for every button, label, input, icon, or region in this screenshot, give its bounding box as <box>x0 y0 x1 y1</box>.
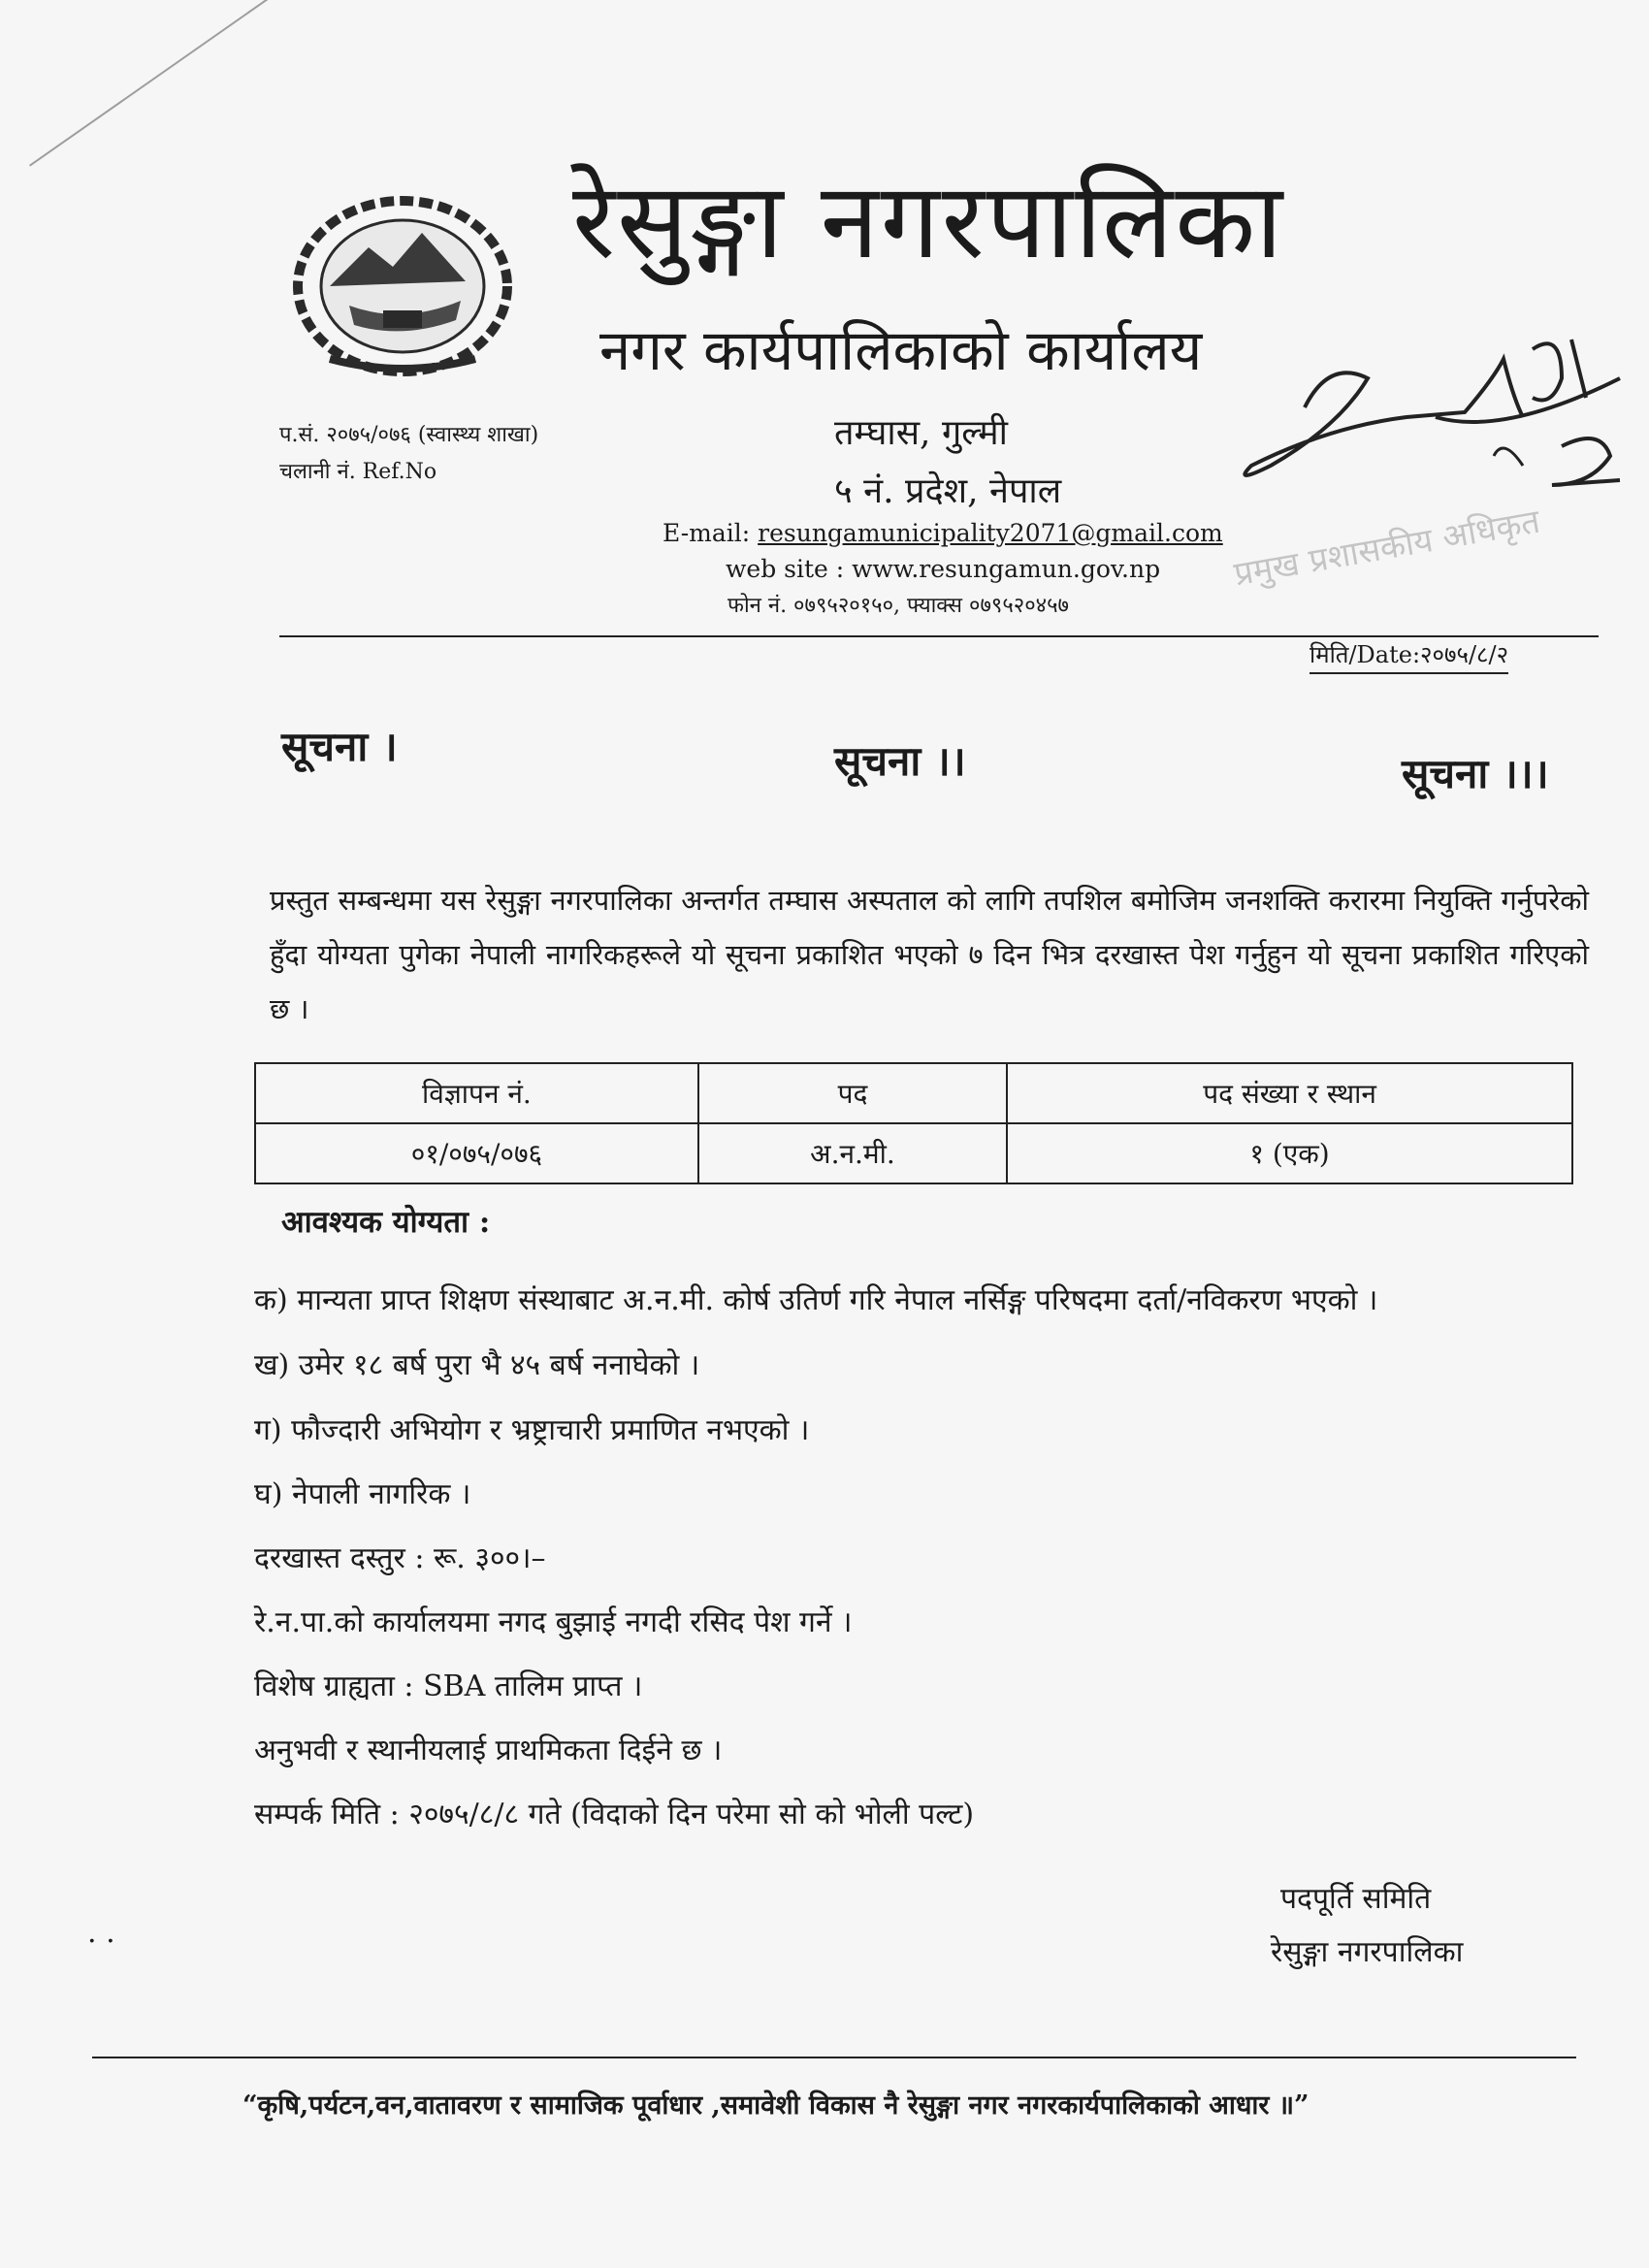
table-header-row <box>255 1063 1572 1123</box>
footer-motto: “कृषि,पर्यटन,वन,वातावरण र सामाजिक पूर्वाधार ,समावेशी विकास नै रेसुङ्गा नगर नगरकार्यपालिकाको आधार ॥” <box>242 2090 1310 2121</box>
qualification-item: ख) उमेर १८ बर्ष पुरा भै ४५ बर्ष ननाघेको । <box>254 1348 700 1382</box>
notice-heading-2: सूचना ।। <box>834 737 966 785</box>
payment-instruction: रे.न.पा.को कार्यालयमा नगद बुझाई नगदी रसिद पेश गर्ने । <box>254 1605 853 1639</box>
cell-ad-number: ०१/०७५/०७६ <box>255 1123 698 1183</box>
scan-fold-line <box>29 0 284 167</box>
office-subtitle: नगर कार्यपालिकाको कार्यालय <box>599 317 1203 383</box>
footer-divider <box>92 2057 1576 2058</box>
vacancy-table <box>254 1062 1573 1184</box>
handwritten-signature <box>1212 320 1630 534</box>
notice-heading-3: सूचना ।।। <box>1402 750 1549 797</box>
special-preference: विशेष ग्राह्यता : SBA तालिम प्राप्त । <box>254 1669 643 1703</box>
committee-name: पदपूर्ति समिति <box>1280 1882 1432 1916</box>
address-line-2: ५ नं. प्रदेश, नेपाल <box>834 471 1062 511</box>
qualifications-heading: आवश्यक योग्यता : <box>281 1205 491 1240</box>
phone-line: फोन नं. ०७९५२०१५०, फ्याक्स ०७९५२०४५७ <box>728 594 1069 618</box>
email-link[interactable]: resungamunicipality2071@gmail.com <box>758 519 1223 547</box>
issue-date: मिति/Date:२०७५/८/२ <box>1310 638 1508 674</box>
contact-date: सम्पर्क मिति : २०७५/८/८ गते (विदाको दिन परेमा सो को भोली पल्ट) <box>254 1798 975 1831</box>
table-row <box>255 1123 1572 1183</box>
committee-municipality: रेसुङ्गा नगरपालिका <box>1271 1935 1464 1969</box>
website-line[interactable]: web site : www.resungamun.gov.np <box>726 555 1161 583</box>
column-header-count-location: पद संख्या र स्थान <box>1007 1063 1572 1123</box>
email-label: E-mail: <box>663 519 751 547</box>
municipality-title: रेसुङ्गा नगरपालिका <box>572 161 1285 282</box>
cell-count-location: १ (एक) <box>1007 1123 1572 1183</box>
qualification-item: घ) नेपाली नागरिक । <box>254 1477 471 1511</box>
qualification-item: ग) फौज्दारी अभियोग र भ्रष्ट्राचारी प्रमाणित नभएको । <box>254 1413 810 1447</box>
scan-speck: . . <box>87 1916 115 1950</box>
dispatch-number: चलानी नं. Ref.No <box>279 460 437 484</box>
notice-heading-1: सूचना । <box>281 723 398 770</box>
header-divider <box>279 635 1599 637</box>
email-line <box>663 519 1223 547</box>
column-header-post: पद <box>698 1063 1007 1123</box>
column-header-ad-number: विज्ञापन नं. <box>255 1063 698 1123</box>
official-stamp-text: प्रमुख प्रशासकीय अधिकृत <box>1231 502 1543 595</box>
cell-post: अ.न.मी. <box>698 1123 1007 1183</box>
nepal-emblem-icon <box>291 194 514 378</box>
application-fee: दरखास्त दस्तुर : रू. ३००।– <box>254 1541 546 1575</box>
address-line-1: तम्घास, गुल्मी <box>834 413 1008 453</box>
priority-note: अनुभवी र स्थानीयलाई प्राथमिकता दिईने छ । <box>254 1733 723 1767</box>
intro-paragraph: प्रस्तुत सम्बन्धमा यस रेसुङ्गा नगरपालिका अन्तर्गत तम्घास अस्पताल को लागि तपशिल बमोजिम जनशक्ति करारमा नियुक्ति गर्नुपरेको हुँदा योग्यता पुगेका नेपाली नागरिकहरूले यो सूचना प्रकाशित भएको ७ दिन भित्र दरखास्त पेश गर्नुहुन यो सूचना प्रकाशित गरिएको छ । <box>270 884 1589 1025</box>
reference-number: प.सं. २०७५/०७६ (स्वास्थ्य शाखा) <box>279 423 539 447</box>
qualification-item: क) मान्यता प्राप्त शिक्षण संस्थाबाट अ.न.मी. कोर्ष उतिर्ण गरि नेपाल नर्सिङ्ग परिषदमा दर्ता/नविकरण भएको । <box>254 1283 1378 1317</box>
